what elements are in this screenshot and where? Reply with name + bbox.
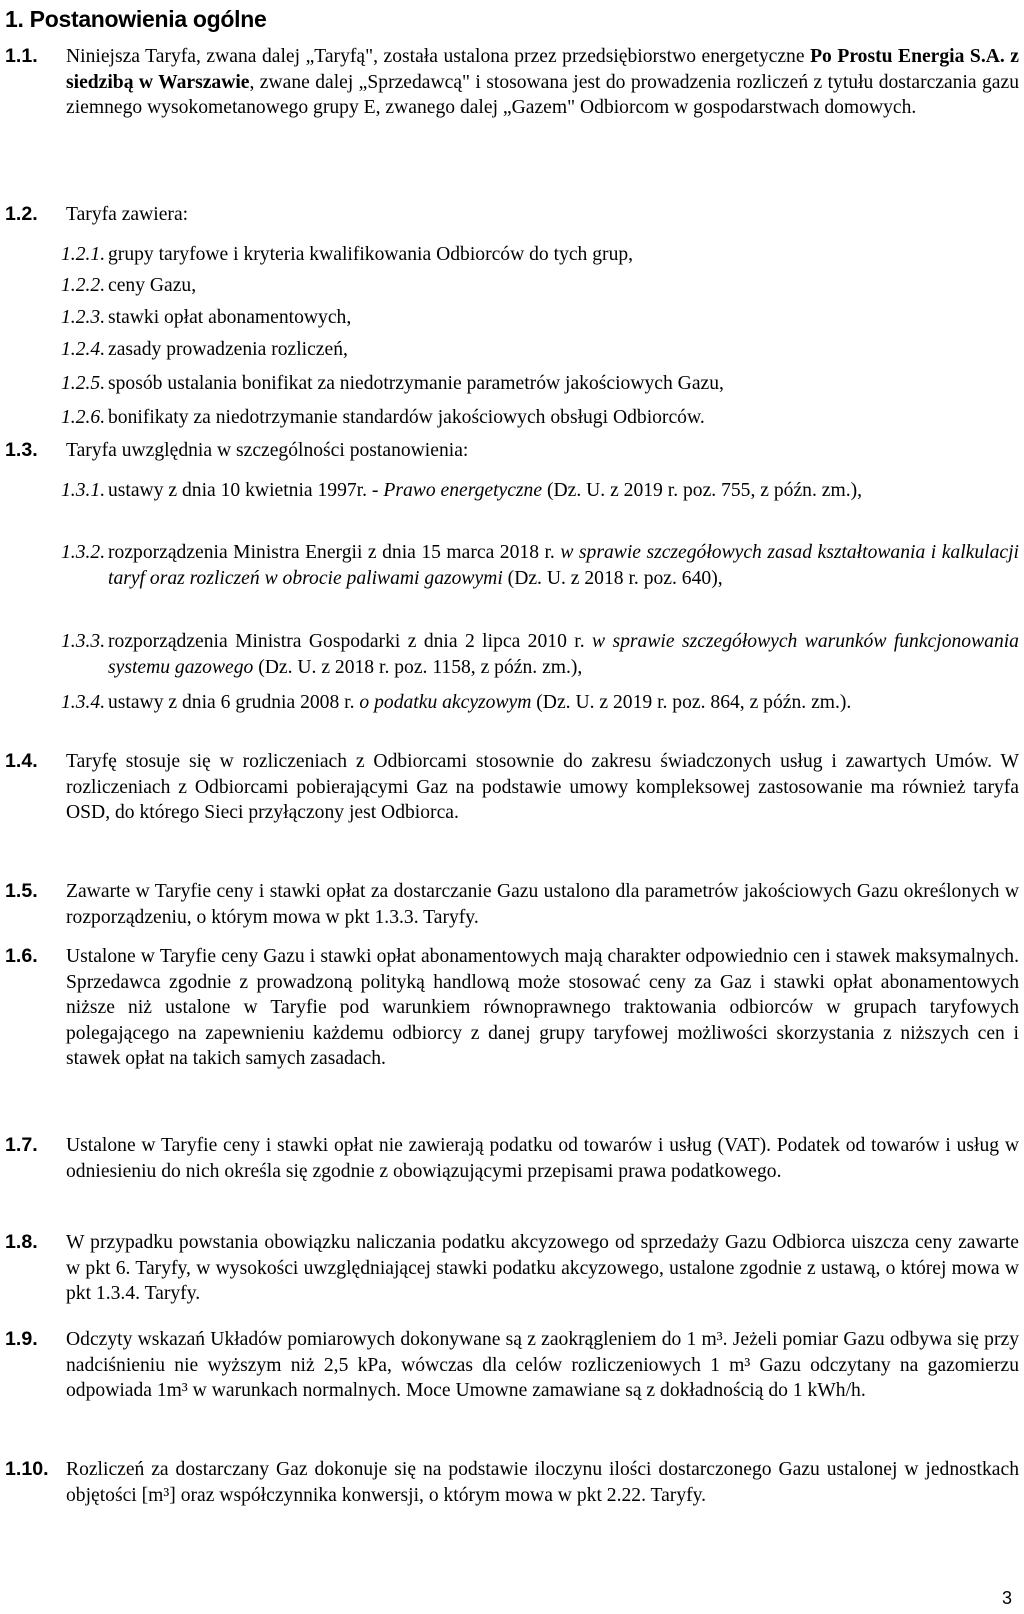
- page-number: 3: [1001, 1588, 1012, 1608]
- clause-number: 1.4.: [5, 750, 38, 772]
- clause-text: Taryfa zawiera:: [66, 204, 189, 225]
- clause-text: Odczyty wskazań Układów pomiarowych dokonywane są z zaokrągleniem do 1 m³. Jeżeli pomiar Gazu odbywa się przy nadciśnieniu nie wyższym niż 2,5 kPa, wówczas dla celów rozliczeniowych 1 m³ Gazu odczytany na gazomierzu odpowiada 1m³ w warunkach normalnych. Moce Umowne zamawiane są z dokładnością do 1 kWh/h.: [66, 1329, 1019, 1402]
- clause-number: 1.5.: [5, 880, 38, 902]
- clause-text: Taryfa uwzględnia w szczególności postanowienia:: [66, 440, 469, 461]
- clause-number: 1.3.: [5, 439, 38, 461]
- clause-text: Ustalone w Taryfie ceny i stawki opłat nie zawierają podatku od towarów i usług (VAT). Podatek od towarów i usług w odniesieniu do nich określa się zgodnie z obowiązującymi przepisami prawa podatkowego.: [66, 1135, 1019, 1182]
- clause-number: 1.9.: [5, 1328, 38, 1350]
- clause-number: 1.6.: [5, 945, 38, 967]
- document-page: 1. Postanowienia ogólne 1.1. Niniejsza Taryfa, zwana dalej „Taryfą", została ustalona przez przedsiębiorstwo energetyczne Po Prostu Energia S.A. z siedzibą w Warszawie, zwane dalej „Sprzedawcą" i stosowana jest do prowadzenia rozliczeń z tytułu dostarczania gazu ziemnego wysokometanowego grupy E, zwanego dalej „Gazem" Odbiorcom w gospodarstwach domowych. 1.2. Taryfa zawiera: 1.2.1. grupy taryfowe i kryteria kwalifikowania Odbiorców do tych grup, 1.2.2. ceny Gazu, 1.2.3. stawki opłat abonamentowych, 1.2.4. zasady prowadzenia rozliczeń, 1.2.5. sposób ustalania bonifikat za niedotrzymanie parametrów jakościowych Gazu, 1.2.6. bonifikaty za niedotrzymanie standardów jakościowych obsługi Odbiorców. 1.3. Taryfa uwzględnia w szczególności postanowienia: 1.3.1. ustawy z dnia 10 kwietnia 1997r. - Prawo energetyczne (Dz. U. z 2019 r. poz. 755, z późn. zm.), 1.3.2. rozporządzenia Ministra Energii z dnia 15 marca 2018 r. w sprawie szczegółowych zasad kształtowania i kalkulacji taryf oraz rozliczeń w obrocie paliwami gazowymi (Dz. U. z 2018 r. poz. 640), 1.3.3. rozporządzenia Ministra Gospodarki z dnia 2 lipca 2010 r. w sprawie szczegółowych warunków funkcjonowania systemu gazowego (Dz. U. z 2018 r. poz. 1158, z późn. zm.), 1.3.4. ustawy z dnia 6 grudnia 2008 r. o podatku akcyzowym (Dz. U. z 2019 r. poz. 864, z późn. zm.). 1.4. Taryfę stosuje się w rozliczeniach z Odbiorcami stosownie do zakresu świadczonych usług i zawartych Umów. W rozliczeniach z Odbiorcami pobierającymi Gaz na podstawie umowy kompleksowej zastosowanie ma również taryfa OSD, do którego Sieci przyłączony jest Odbiorca. 1.5. Zawarte w Taryfie ceny i stawki opłat za dostarczanie Gazu ustalono dla parametrów jakościowych Gazu określonych w rozporządzeniu, o którym mowa w pkt 1.3.3. Taryfy. 1.6. Ustalone w Taryfie ceny Gazu i stawki opłat abonamentowych mają charakter odpowiednio cen i stawek maksymalnych. Sprzedawca zgodnie z prowadzoną polityką handlową może stosować ceny za Gaz i stawki opłat abonamentowych niższe niż ustalone w Taryfie pod warunkiem równoprawnego traktowania odbiorców w grupach taryfowych polegającego na zapewnieniu każdemu odbiorcy z danej grupy taryfowej możliwości skorzystania z niższych cen i stawek opłat na takich samych zasadach. 1.7. Ustalone w Taryfie ceny i stawki opłat nie zawierają podatku od towarów i usług (VAT). Podatek od towarów i usług w odniesieniu do nich określa się zgodnie z obowiązującymi przepisami prawa podatkowego. 1.8. W przypadku powstania obowiązku naliczania podatku akcyzowego od sprzedaży Gazu Odbiorca uiszcza ceny zawarte w pkt 6. Taryfy, w wysokości uwzględniającej stawki podatku akcyzowego, ustalone zgodnie z ustawą, o której mowa w pkt 1.3.4. Taryfy. 1.9. Odczyty wskazań Układów pomiarowych dokonywane są z zaokrągleniem do 1 m³. Jeżeli pomiar Gazu odbywa się przy nadciśnieniu nie wyższym niż 2,5 kPa, wówczas dla celów rozliczeniowych 1 m³ Gazu odczytany na gazomierzu odpowiada 1m³ w warunkach normalnych. Moce Umowne zamawiane są z dokładnością do 1 kWh/h. 1.10. Rozliczeń za dostarczany Gaz dokonuje się na podstawie iloczynu ilości dostarczonego Gazu ustalonej w jednostkach objętości [m³] oraz współczynnika konwersji, o którym mowa w pkt 2.22. Taryfy. 3: [5, 6, 1019, 1608]
- clause-number: 1.7.: [5, 1134, 38, 1156]
- company-name: Po Prostu Energia S.A. z siedzibą w Warszawie: [66, 46, 1019, 93]
- section-heading: 1. Postanowienia ogólne: [5, 6, 267, 32]
- clause-text: Niniejsza Taryfa, zwana dalej „Taryfą", została ustalona przez przedsiębiorstwo energetyczne Po Prostu Energia S.A. z siedzibą w Warszawie, zwane dalej „Sprzedawcą" i stosowana jest do prowadzenia rozliczeń z tytułu dostarczania gazu ziemnego wysokometanowego grupy E, zwanego dalej „Gazem" Odbiorcom w gospodarstwach domowych.: [66, 46, 1019, 119]
- clause-number: 1.1.: [5, 45, 38, 67]
- clause-text: Rozliczeń za dostarczany Gaz dokonuje się na podstawie iloczynu ilości dostarczonego Gazu ustalonej w jednostkach objętości [m³] oraz współczynnika konwersji, o którym mowa w pkt 2.22. Taryfy.: [66, 1459, 1019, 1506]
- clause-number: 1.2.: [5, 203, 38, 225]
- clause-text: W przypadku powstania obowiązku naliczania podatku akcyzowego od sprzedaży Gazu Odbiorca uiszcza ceny zawarte w pkt 6. Taryfy, w wysokości uwzględniającej stawki podatku akcyzowego, ustalone zgodnie z ustawą, o której mowa w pkt 1.3.4. Taryfy.: [66, 1232, 1019, 1305]
- clause-number: 1.8.: [5, 1231, 38, 1253]
- clause-text: Zawarte w Taryfie ceny i stawki opłat za dostarczanie Gazu ustalono dla parametrów jakościowych Gazu określonych w rozporządzeniu, o którym mowa w pkt 1.3.3. Taryfy.: [66, 881, 1019, 928]
- clause-text: Taryfę stosuje się w rozliczeniach z Odbiorcami stosownie do zakresu świadczonych usług i zawartych Umów. W rozliczeniach z Odbiorcami pobierającymi Gaz na podstawie umowy kompleksowej zastosowanie ma również taryfa OSD, do którego Sieci przyłączony jest Odbiorca.: [66, 751, 1019, 824]
- clause-number: 1.10.: [5, 1458, 49, 1480]
- clause-text: Ustalone w Taryfie ceny Gazu i stawki opłat abonamentowych mają charakter odpowiednio cen i stawek maksymalnych. Sprzedawca zgodnie z prowadzoną polityką handlową może stosować ceny za Gaz i stawki opłat abonamentowych niższe niż ustalone w Taryfie pod warunkiem równoprawnego traktowania odbiorców w grupach taryfowych polegającego na zapewnieniu każdemu odbiorcy z danej grupy taryfowej możliwości skorzystania z niższych cen i stawek opłat na takich samych zasadach.: [66, 946, 1019, 1070]
